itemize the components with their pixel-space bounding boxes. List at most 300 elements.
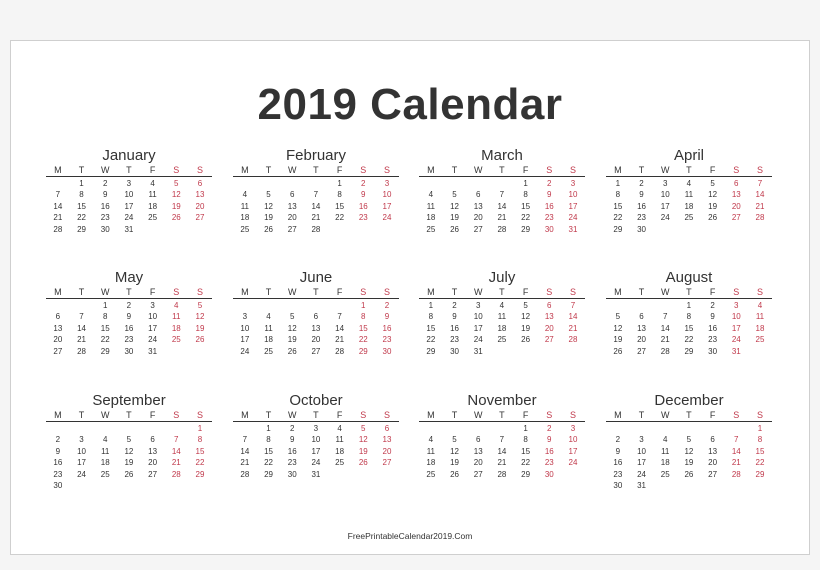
day-cell: 1	[757, 424, 763, 433]
day-cell: 8	[266, 435, 271, 445]
day-cell: 21	[660, 335, 670, 345]
month-september	[46, 392, 212, 491]
day-cell: 13	[195, 190, 205, 200]
day-cell: 23	[450, 335, 459, 345]
day-cell: 9	[102, 190, 108, 200]
day-cell: 6	[710, 435, 715, 445]
day-cell: 18	[497, 323, 507, 333]
day-cell: 26	[450, 469, 459, 479]
weekday-header: T	[630, 409, 654, 422]
weekday-header: S	[351, 409, 375, 422]
day-cell: 28	[77, 346, 86, 356]
day-cell: 16	[53, 458, 63, 468]
empty-cell	[466, 423, 490, 434]
day-cell: 26	[287, 346, 297, 356]
day-cell: 17	[240, 335, 250, 345]
weekday-header: S	[188, 164, 212, 177]
day-cell: 12	[450, 446, 459, 456]
day-cell: 10	[148, 312, 158, 322]
day-cell: 16	[613, 458, 623, 468]
weekday-header: S	[748, 409, 772, 422]
day-cell: 8	[757, 435, 763, 445]
day-cell: 13	[311, 323, 321, 333]
weekday-header: M	[46, 286, 70, 299]
day-cell: 18	[426, 458, 436, 468]
day-cell: 12	[264, 201, 273, 211]
day-cell: 23	[100, 213, 110, 223]
empty-cell	[701, 423, 725, 434]
day-cell: 19	[264, 213, 273, 223]
day-cell: 26	[684, 469, 694, 479]
weekday-header: W	[653, 164, 677, 177]
day-cell: 10	[568, 435, 578, 445]
day-cell: 3	[639, 435, 644, 445]
day-cell: 31	[124, 224, 134, 234]
day-cell: 20	[53, 335, 63, 345]
day-cell: 21	[335, 335, 345, 345]
day-cell: 29	[264, 469, 273, 479]
day-cell: 20	[637, 335, 646, 345]
day-cell: 31	[311, 469, 321, 479]
day-cell: 10	[124, 190, 134, 200]
day-cell: 8	[79, 190, 84, 200]
day-cell: 12	[521, 312, 531, 322]
day-cell: 20	[473, 213, 483, 223]
day-cell: 3	[313, 424, 319, 433]
day-cell: 30	[637, 224, 646, 234]
day-cell: 30	[53, 480, 63, 490]
day-cell: 12	[358, 435, 368, 445]
day-cell: 7	[499, 190, 505, 200]
day-cell: 11	[661, 446, 670, 456]
day-grid	[606, 409, 772, 491]
weekday-header: T	[677, 286, 701, 299]
day-cell: 10	[637, 446, 646, 456]
day-cell: 15	[358, 323, 368, 333]
empty-cell	[280, 300, 304, 311]
weekday-header: T	[443, 286, 467, 299]
day-cell: 31	[568, 224, 578, 234]
day-grid	[46, 286, 212, 357]
day-cell: 10	[660, 190, 670, 200]
day-cell: 21	[497, 458, 507, 468]
day-cell: 17	[731, 323, 741, 333]
empty-cell	[328, 300, 352, 311]
footer-url: FreePrintableCalendar2019.Com	[347, 531, 473, 541]
day-cell: 25	[426, 469, 436, 479]
weekday-header: T	[443, 409, 467, 422]
weekday-header: F	[701, 409, 725, 422]
day-cell: 29	[100, 346, 110, 356]
day-cell: 10	[240, 323, 250, 333]
weekday-header: W	[93, 286, 117, 299]
day-cell: 12	[195, 312, 205, 322]
day-cell: 17	[568, 446, 578, 456]
day-cell: 3	[570, 424, 576, 433]
empty-cell	[630, 300, 654, 311]
day-cell: 6	[313, 312, 319, 322]
day-cell: 4	[428, 435, 434, 445]
day-cell: 24	[77, 469, 86, 479]
day-cell: 28	[240, 469, 250, 479]
day-cell: 7	[337, 312, 342, 322]
month-december	[606, 392, 772, 491]
day-cell: 5	[361, 424, 366, 433]
day-cell: 5	[266, 190, 271, 200]
weekday-header: W	[653, 286, 677, 299]
day-cell: 1	[79, 179, 84, 188]
day-grid	[46, 409, 212, 491]
weekday-header: T	[677, 164, 701, 177]
day-cell: 10	[473, 312, 483, 322]
empty-cell	[280, 178, 304, 189]
day-cell: 18	[240, 213, 250, 223]
day-cell: 29	[77, 224, 86, 234]
day-cell: 14	[53, 201, 63, 211]
day-cell: 7	[55, 190, 61, 200]
weekday-header: S	[188, 409, 212, 422]
day-cell: 14	[77, 323, 86, 333]
day-cell: 28	[497, 224, 507, 234]
day-cell: 15	[195, 446, 205, 456]
day-cell: 14	[171, 446, 181, 456]
day-cell: 3	[662, 179, 668, 188]
month-name: April	[673, 147, 704, 164]
day-cell: 3	[150, 301, 155, 310]
day-cell: 2	[126, 301, 132, 310]
day-cell: 3	[79, 435, 84, 445]
day-cell: 15	[521, 201, 531, 211]
month-name: September	[92, 392, 166, 409]
day-cell: 11	[755, 312, 765, 322]
weekday-header: M	[233, 409, 257, 422]
empty-cell	[141, 423, 165, 434]
day-cell: 25	[426, 224, 436, 234]
day-cell: 19	[613, 335, 623, 345]
weekday-header: S	[164, 164, 188, 177]
empty-cell	[677, 423, 701, 434]
day-cell: 22	[521, 213, 531, 223]
day-cell: 26	[195, 335, 205, 345]
day-cell: 17	[148, 323, 158, 333]
month-name: July	[488, 269, 516, 286]
day-cell: 19	[358, 446, 368, 456]
day-cell: 28	[335, 346, 345, 356]
empty-cell	[70, 423, 94, 434]
weekday-header: T	[257, 164, 281, 177]
day-cell: 16	[287, 446, 297, 456]
month-november	[419, 392, 585, 480]
day-cell: 18	[755, 323, 765, 333]
weekday-header: T	[117, 409, 141, 422]
empty-cell	[233, 300, 257, 311]
day-cell: 13	[382, 435, 392, 445]
day-cell: 26	[708, 213, 718, 223]
day-cell: 31	[148, 346, 158, 356]
day-cell: 18	[660, 458, 670, 468]
day-cell: 5	[523, 301, 528, 310]
weekday-header: T	[70, 409, 94, 422]
day-cell: 16	[358, 201, 368, 211]
day-cell: 25	[264, 346, 273, 356]
weekday-header: M	[606, 286, 630, 299]
day-cell: 5	[452, 190, 457, 200]
day-cell: 6	[197, 179, 203, 188]
day-cell: 13	[287, 201, 297, 211]
day-grid	[233, 164, 399, 235]
day-cell: 22	[613, 213, 623, 223]
weekday-header: T	[70, 286, 94, 299]
day-cell: 23	[124, 335, 134, 345]
day-cell: 24	[568, 213, 578, 223]
day-cell: 5	[174, 179, 179, 188]
day-cell: 12	[124, 446, 134, 456]
day-cell: 24	[382, 213, 392, 223]
day-cell: 8	[523, 190, 528, 200]
weekday-header: S	[724, 409, 748, 422]
day-cell: 24	[473, 335, 483, 345]
day-cell: 10	[731, 312, 741, 322]
day-cell: 6	[289, 190, 295, 200]
weekday-header: S	[188, 286, 212, 299]
day-cell: 17	[637, 458, 646, 468]
month-october	[233, 392, 399, 480]
day-cell: 5	[289, 312, 295, 322]
day-cell: 8	[361, 312, 366, 322]
month-august	[606, 269, 772, 357]
day-cell: 12	[287, 323, 297, 333]
day-cell: 4	[686, 179, 692, 188]
day-cell: 6	[639, 312, 644, 322]
day-cell: 4	[174, 301, 179, 310]
day-cell: 2	[452, 301, 457, 310]
weekday-header: S	[748, 164, 772, 177]
day-cell: 27	[473, 224, 483, 234]
day-cell: 1	[197, 424, 203, 433]
weekday-header: S	[537, 286, 561, 299]
day-cell: 2	[639, 179, 644, 188]
day-cell: 23	[708, 335, 718, 345]
day-cell: 11	[101, 446, 110, 456]
day-cell: 6	[55, 312, 61, 322]
day-cell: 15	[755, 446, 765, 456]
empty-cell	[257, 300, 281, 311]
day-cell: 28	[171, 469, 181, 479]
day-cell: 7	[662, 312, 668, 322]
weekday-header: W	[466, 409, 490, 422]
weekday-header: T	[304, 164, 328, 177]
day-cell: 3	[475, 301, 481, 310]
day-cell: 25	[660, 469, 670, 479]
month-june	[233, 269, 399, 357]
day-cell: 26	[613, 346, 623, 356]
weekday-header: M	[419, 286, 443, 299]
day-cell: 11	[426, 446, 435, 456]
empty-cell	[117, 423, 141, 434]
weekday-header: T	[677, 409, 701, 422]
day-cell: 8	[337, 190, 342, 200]
weekday-header: M	[233, 164, 257, 177]
day-cell: 29	[755, 469, 765, 479]
day-grid	[419, 164, 585, 235]
day-cell: 8	[197, 435, 203, 445]
empty-cell	[304, 300, 328, 311]
day-cell: 15	[335, 201, 345, 211]
day-cell: 16	[544, 201, 554, 211]
day-cell: 27	[637, 346, 646, 356]
weekday-header: M	[419, 409, 443, 422]
day-cell: 5	[710, 179, 715, 188]
day-cell: 14	[335, 323, 345, 333]
day-cell: 11	[172, 312, 181, 322]
day-cell: 19	[171, 201, 181, 211]
weekday-header: T	[490, 409, 514, 422]
day-cell: 26	[171, 213, 181, 223]
weekday-header: F	[141, 286, 165, 299]
day-cell: 28	[660, 346, 670, 356]
weekday-header: S	[351, 286, 375, 299]
month-may	[46, 269, 212, 357]
weekday-header: T	[630, 164, 654, 177]
weekday-header: T	[117, 164, 141, 177]
day-cell: 14	[568, 312, 578, 322]
day-cell: 15	[613, 201, 623, 211]
day-cell: 22	[358, 335, 368, 345]
day-cell: 12	[450, 201, 459, 211]
month-name: August	[665, 269, 713, 286]
weekday-header: T	[630, 286, 654, 299]
day-cell: 4	[499, 301, 505, 310]
weekday-header: S	[724, 164, 748, 177]
day-cell: 16	[382, 323, 392, 333]
weekday-header: M	[606, 164, 630, 177]
empty-cell	[419, 423, 443, 434]
day-cell: 30	[708, 346, 718, 356]
month-name: June	[299, 269, 333, 286]
day-cell: 4	[337, 424, 342, 433]
day-cell: 30	[100, 224, 110, 234]
day-cell: 16	[100, 201, 110, 211]
weekday-header: W	[653, 409, 677, 422]
day-cell: 31	[473, 346, 483, 356]
month-name: March	[481, 147, 523, 164]
weekday-header: T	[257, 409, 281, 422]
day-cell: 25	[240, 224, 250, 234]
empty-cell	[490, 423, 514, 434]
day-cell: 18	[684, 201, 694, 211]
day-cell: 21	[171, 458, 181, 468]
day-cell: 16	[450, 323, 459, 333]
day-cell: 9	[639, 190, 644, 200]
day-cell: 22	[335, 213, 345, 223]
day-cell: 26	[264, 224, 273, 234]
day-cell: 22	[521, 458, 531, 468]
day-cell: 18	[100, 458, 110, 468]
weekday-header: S	[164, 286, 188, 299]
weekday-header: T	[304, 286, 328, 299]
day-cell: 20	[287, 213, 297, 223]
day-cell: 27	[544, 335, 554, 345]
weekday-header: F	[141, 164, 165, 177]
day-cell: 11	[426, 201, 435, 211]
day-cell: 13	[637, 323, 646, 333]
day-cell: 20	[731, 201, 741, 211]
day-cell: 6	[475, 190, 481, 200]
day-cell: 7	[570, 301, 576, 310]
day-cell: 9	[384, 312, 390, 322]
day-cell: 25	[684, 213, 694, 223]
day-cell: 24	[731, 335, 741, 345]
month-name: February	[285, 147, 347, 164]
day-cell: 20	[708, 458, 718, 468]
day-cell: 15	[684, 323, 694, 333]
day-cell: 22	[755, 458, 765, 468]
day-cell: 3	[570, 179, 576, 188]
day-cell: 17	[77, 458, 86, 468]
day-cell: 27	[311, 346, 321, 356]
weekday-header: F	[328, 286, 352, 299]
day-cell: 14	[497, 201, 507, 211]
day-cell: 2	[615, 435, 621, 445]
day-cell: 24	[568, 458, 578, 468]
day-cell: 1	[615, 179, 621, 188]
day-cell: 29	[684, 346, 694, 356]
day-cell: 27	[53, 346, 63, 356]
day-cell: 23	[544, 458, 554, 468]
day-cell: 28	[311, 224, 321, 234]
weekday-header: M	[46, 409, 70, 422]
weekday-header: W	[280, 286, 304, 299]
day-grid	[606, 286, 772, 357]
day-cell: 24	[637, 469, 646, 479]
day-cell: 29	[426, 346, 436, 356]
empty-cell	[653, 423, 677, 434]
weekday-header: T	[117, 286, 141, 299]
day-cell: 19	[708, 201, 718, 211]
day-cell: 4	[662, 435, 668, 445]
day-cell: 9	[361, 190, 366, 200]
day-cell: 14	[240, 446, 250, 456]
day-cell: 8	[615, 190, 621, 200]
empty-cell	[490, 178, 514, 189]
weekday-header: S	[724, 286, 748, 299]
weekday-header: W	[93, 164, 117, 177]
day-cell: 19	[450, 213, 459, 223]
day-cell: 20	[544, 323, 554, 333]
weekday-header: S	[561, 409, 585, 422]
day-cell: 27	[195, 213, 205, 223]
day-cell: 9	[289, 435, 295, 445]
empty-cell	[46, 300, 70, 311]
day-grid	[419, 286, 585, 357]
weekday-header: F	[514, 164, 538, 177]
day-cell: 11	[335, 435, 344, 445]
day-cell: 5	[452, 435, 457, 445]
day-cell: 23	[544, 213, 554, 223]
day-cell: 9	[547, 435, 552, 445]
day-cell: 23	[637, 213, 646, 223]
empty-cell	[46, 178, 70, 189]
weekday-header: S	[375, 286, 399, 299]
day-cell: 15	[100, 323, 110, 333]
day-cell: 29	[613, 224, 623, 234]
day-cell: 19	[521, 323, 531, 333]
day-cell: 17	[124, 201, 134, 211]
day-cell: 25	[755, 335, 765, 345]
weekday-header: F	[328, 409, 352, 422]
weekday-header: M	[46, 164, 70, 177]
day-cell: 21	[53, 213, 63, 223]
